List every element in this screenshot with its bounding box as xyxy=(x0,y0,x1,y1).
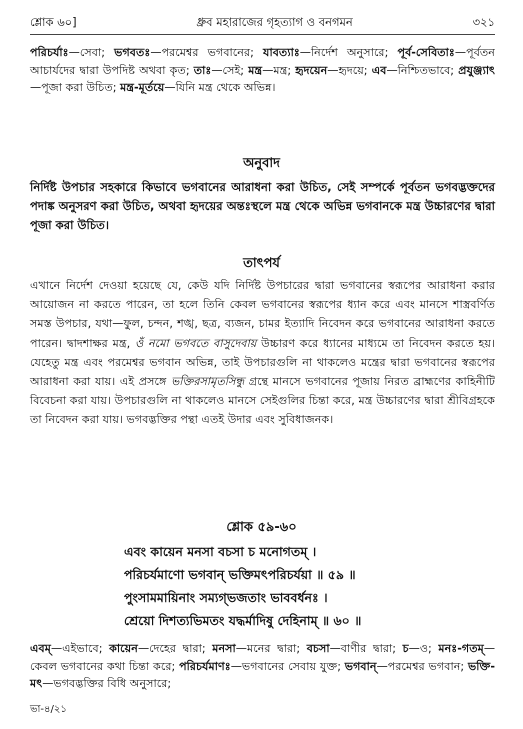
page-footer: ভা-৪/২১ xyxy=(30,704,67,715)
synonym-meaning: পূজা করা উচিত; xyxy=(41,81,117,95)
translation-text: নির্দিষ্ট উপচার সহকারে কিভাবে ভগবানের আরাধনা করা উচিত, সেই সম্পর্কে পূর্বতন ভগবদ্ভক্তদের পদাঙ্ক অনুসরণ করা উচিত, অথবা হৃদয়ের অন্তঃস্থলে মন্ত্র থেকে অভিন্ন ভগবানকে মন্ত্র উচ্চারণের দ্বারা পূজা করা উচিত। xyxy=(30,180,495,232)
synonyms-top: পরিচর্যাঃ—সেবা; ভগবতঃ—পরমেশ্বর ভগবানের; যাবত্যাঃ—নির্দেশ অনুসারে; পূর্ব-সেবিতাঃ—পূর্বতন আচার্যদের দ্বারা উপদিষ্ট অথবা কৃত; তাঃ—সেই; মন্ত্র—মন্ত্র; হৃদয়েন—হৃদয়ে; এব—নিশ্চিতভাবে; প্রযুঞ্জ্যাৎ—পূজা করা উচিত; মন্ত্র-মূর্তয়ে—যিনি মন্ত্র থেকে অভিন্ন। xyxy=(30,46,496,95)
verse-line: পরিচর্যমাণো ভগবান্ ভক্তিমৎপরিচর্যয়া ॥ ৫৯ ॥ xyxy=(124,567,356,582)
synonym-term: পরিচর্যমাণঃ xyxy=(179,659,231,673)
synonym-meaning: কেবল ভগবানের কথা চিন্তা করে; xyxy=(30,659,176,673)
synonym-term: তাঃ xyxy=(193,63,212,77)
purport-part-2: উচ্চারণ করে ধ্যানের মাধ্যমে তা নিবেদন করতে হয়। যেহেতু মন্ত্র এবং পরমেশ্বর ভগবান অভিন্ন, তাই উপচারগুলি না থাকলেও মন্ত্রের দ্বারা ভগবানের স্বরূপের আরাধনা করা যায়। এই প্রসঙ্গে xyxy=(30,336,496,389)
header-verse-ref: শ্লোক ৬০] xyxy=(30,14,77,29)
synonym-term: এব xyxy=(371,63,387,77)
synonym-meaning: এইভাবে; xyxy=(62,642,103,655)
synonym-meaning: সেবা; xyxy=(79,46,105,59)
synonym-meaning: ভগবানের সেবায় যুক্ত; xyxy=(241,659,341,673)
header-page-number: ৩২১ xyxy=(472,14,495,29)
synonym-term: প্রযুঞ্জ্যাৎ xyxy=(458,63,496,77)
synonym-term: এবম্ xyxy=(30,642,51,655)
purport-heading: তাৎপর্য xyxy=(243,256,280,271)
purport-text xyxy=(30,276,495,430)
verse-line: এবং কায়েন মনসা বচসা চ মনোগতম্ । xyxy=(124,544,317,559)
synonym-meaning: ভগবদ্ভক্তির বিধি অনুসারে; xyxy=(53,677,172,691)
synonym-term: মনসা xyxy=(212,642,236,655)
synonym-term: মনঃ-গতম্ xyxy=(438,642,484,655)
synonym-meaning: মন্ত্র; xyxy=(273,63,292,77)
synonym-term: মন্ত্র xyxy=(248,63,263,77)
purport-mantra: ওঁ নমো ভগবতে বাসুদেবায় xyxy=(134,336,257,350)
header-divider xyxy=(30,34,495,35)
synonym-term: যাবত্যাঃ xyxy=(263,46,300,59)
verse-block xyxy=(124,540,483,632)
synonym-meaning: নিশ্চিতভাবে; xyxy=(397,63,455,77)
synonym-term: কায়েন xyxy=(109,642,138,655)
synonym-meaning: পূর্বতন আচার্যদের দ্বারা উপদিষ্ট অথবা কৃত; xyxy=(30,46,495,77)
running-header xyxy=(30,14,495,32)
purport-book-title: ভক্তিরসামৃতসিন্ধু xyxy=(170,375,245,389)
header-chapter-title: ধ্রুব মহারাজের গৃহত্যাগ ও বনগমন xyxy=(196,14,353,29)
synonym-meaning: মনের দ্বারা; xyxy=(246,642,301,655)
translation-heading: অনুবাদ xyxy=(243,156,280,171)
synonyms-bottom: এবম্—এইভাবে; কায়েন—দেহের দ্বারা; মনসা—মনের দ্বারা; বচসা—বাণীর দ্বারা; চ—ও; মনঃ-গতম্—কেবল ভগবানের কথা চিন্তা করে; পরিচর্যমাণঃ—ভগবানের সেবায় যুক্ত; ভগবান্—পরমেশ্বর ভগবান; ভক্তি-মৎ—ভগবদ্ভক্তির বিধি অনুসারে; xyxy=(30,642,496,691)
verse-heading: শ্লোক ৫৯-৬০ xyxy=(226,520,297,535)
synonym-meaning: সেই; xyxy=(222,63,245,77)
synonym-meaning: হৃদয়ে; xyxy=(338,63,368,77)
synonym-term: বচসা xyxy=(306,642,330,655)
purport-part-3: গ্রন্থে মানসে ভগবানের পূজায় নিরত ব্রাহ্মণের কাহিনীটি বিবেচনা করা যায়। উপচারগুলি না থাকলেও মানসে সেইগুলির চিন্তা করে, মন্ত্র উচ্চারণের দ্বারা শ্রীবিগ্রহকে তা নিবেদন করা যায়। ভগবদ্ভক্তির পন্থা এতই উদার এবং সুবিধাজনক। xyxy=(30,375,495,427)
verse-line: শ্রেয়ো দিশত্যভিমতং যদ্ধর্মাদিষু দেহিনাম্ ॥ ৬০ ॥ xyxy=(124,613,362,628)
synonym-term: পরিচর্যাঃ xyxy=(30,46,69,59)
synonym-term: হৃদয়েন xyxy=(295,63,328,77)
purport-part-1: এখানে নির্দেশ দেওয়া হয়েছে যে, কেউ যদি নির্দিষ্ট উপচারের দ্বারা ভগবানের স্বরূপের আরাধনা করার আয়োজন না করতে পারেন, তা হলে তিনি কেবল ভগবানের স্বরূপের ধ্যান করে এবং মানসে শাস্ত্রবর্ণিত সমস্ত উপচার, যথা—ফুল, চন্দন, শঙ্খ, ছত্র, ব্যজন, চামর ইত্যাদি নিবেদন করে ভগবানের আরাধনা করতে পারেন। দ্বাদশাক্ষর মন্ত্র, xyxy=(30,279,495,350)
verse-line: পুংসামমায়িনাং সম্যগ্ভজতাং ভাববর্ধনঃ । xyxy=(124,590,328,605)
synonym-term: চ xyxy=(402,642,409,655)
synonym-meaning: যিনি মন্ত্র থেকে অভিন্ন। xyxy=(175,81,276,95)
synonym-meaning: পরমেশ্বর ভগবানের; xyxy=(161,46,254,59)
synonym-meaning: পরমেশ্বর ভগবান; xyxy=(387,659,465,673)
synonym-term: ভগবতঃ xyxy=(114,46,151,59)
synonym-meaning: দেহের দ্বারা; xyxy=(149,642,206,655)
synonym-meaning: ও; xyxy=(419,642,432,655)
synonym-term: ভগবান্ xyxy=(344,659,377,673)
synonym-term: মন্ত্র-মূর্তয়ে xyxy=(120,81,165,95)
synonym-term: ভক্তি-মৎ xyxy=(30,659,496,691)
synonym-term: পূর্ব-সেবিতাঃ xyxy=(397,46,455,59)
synonym-meaning: নির্দেশ অনুসারে; xyxy=(310,46,389,59)
synonym-meaning: বাণীর দ্বারা; xyxy=(340,642,397,655)
